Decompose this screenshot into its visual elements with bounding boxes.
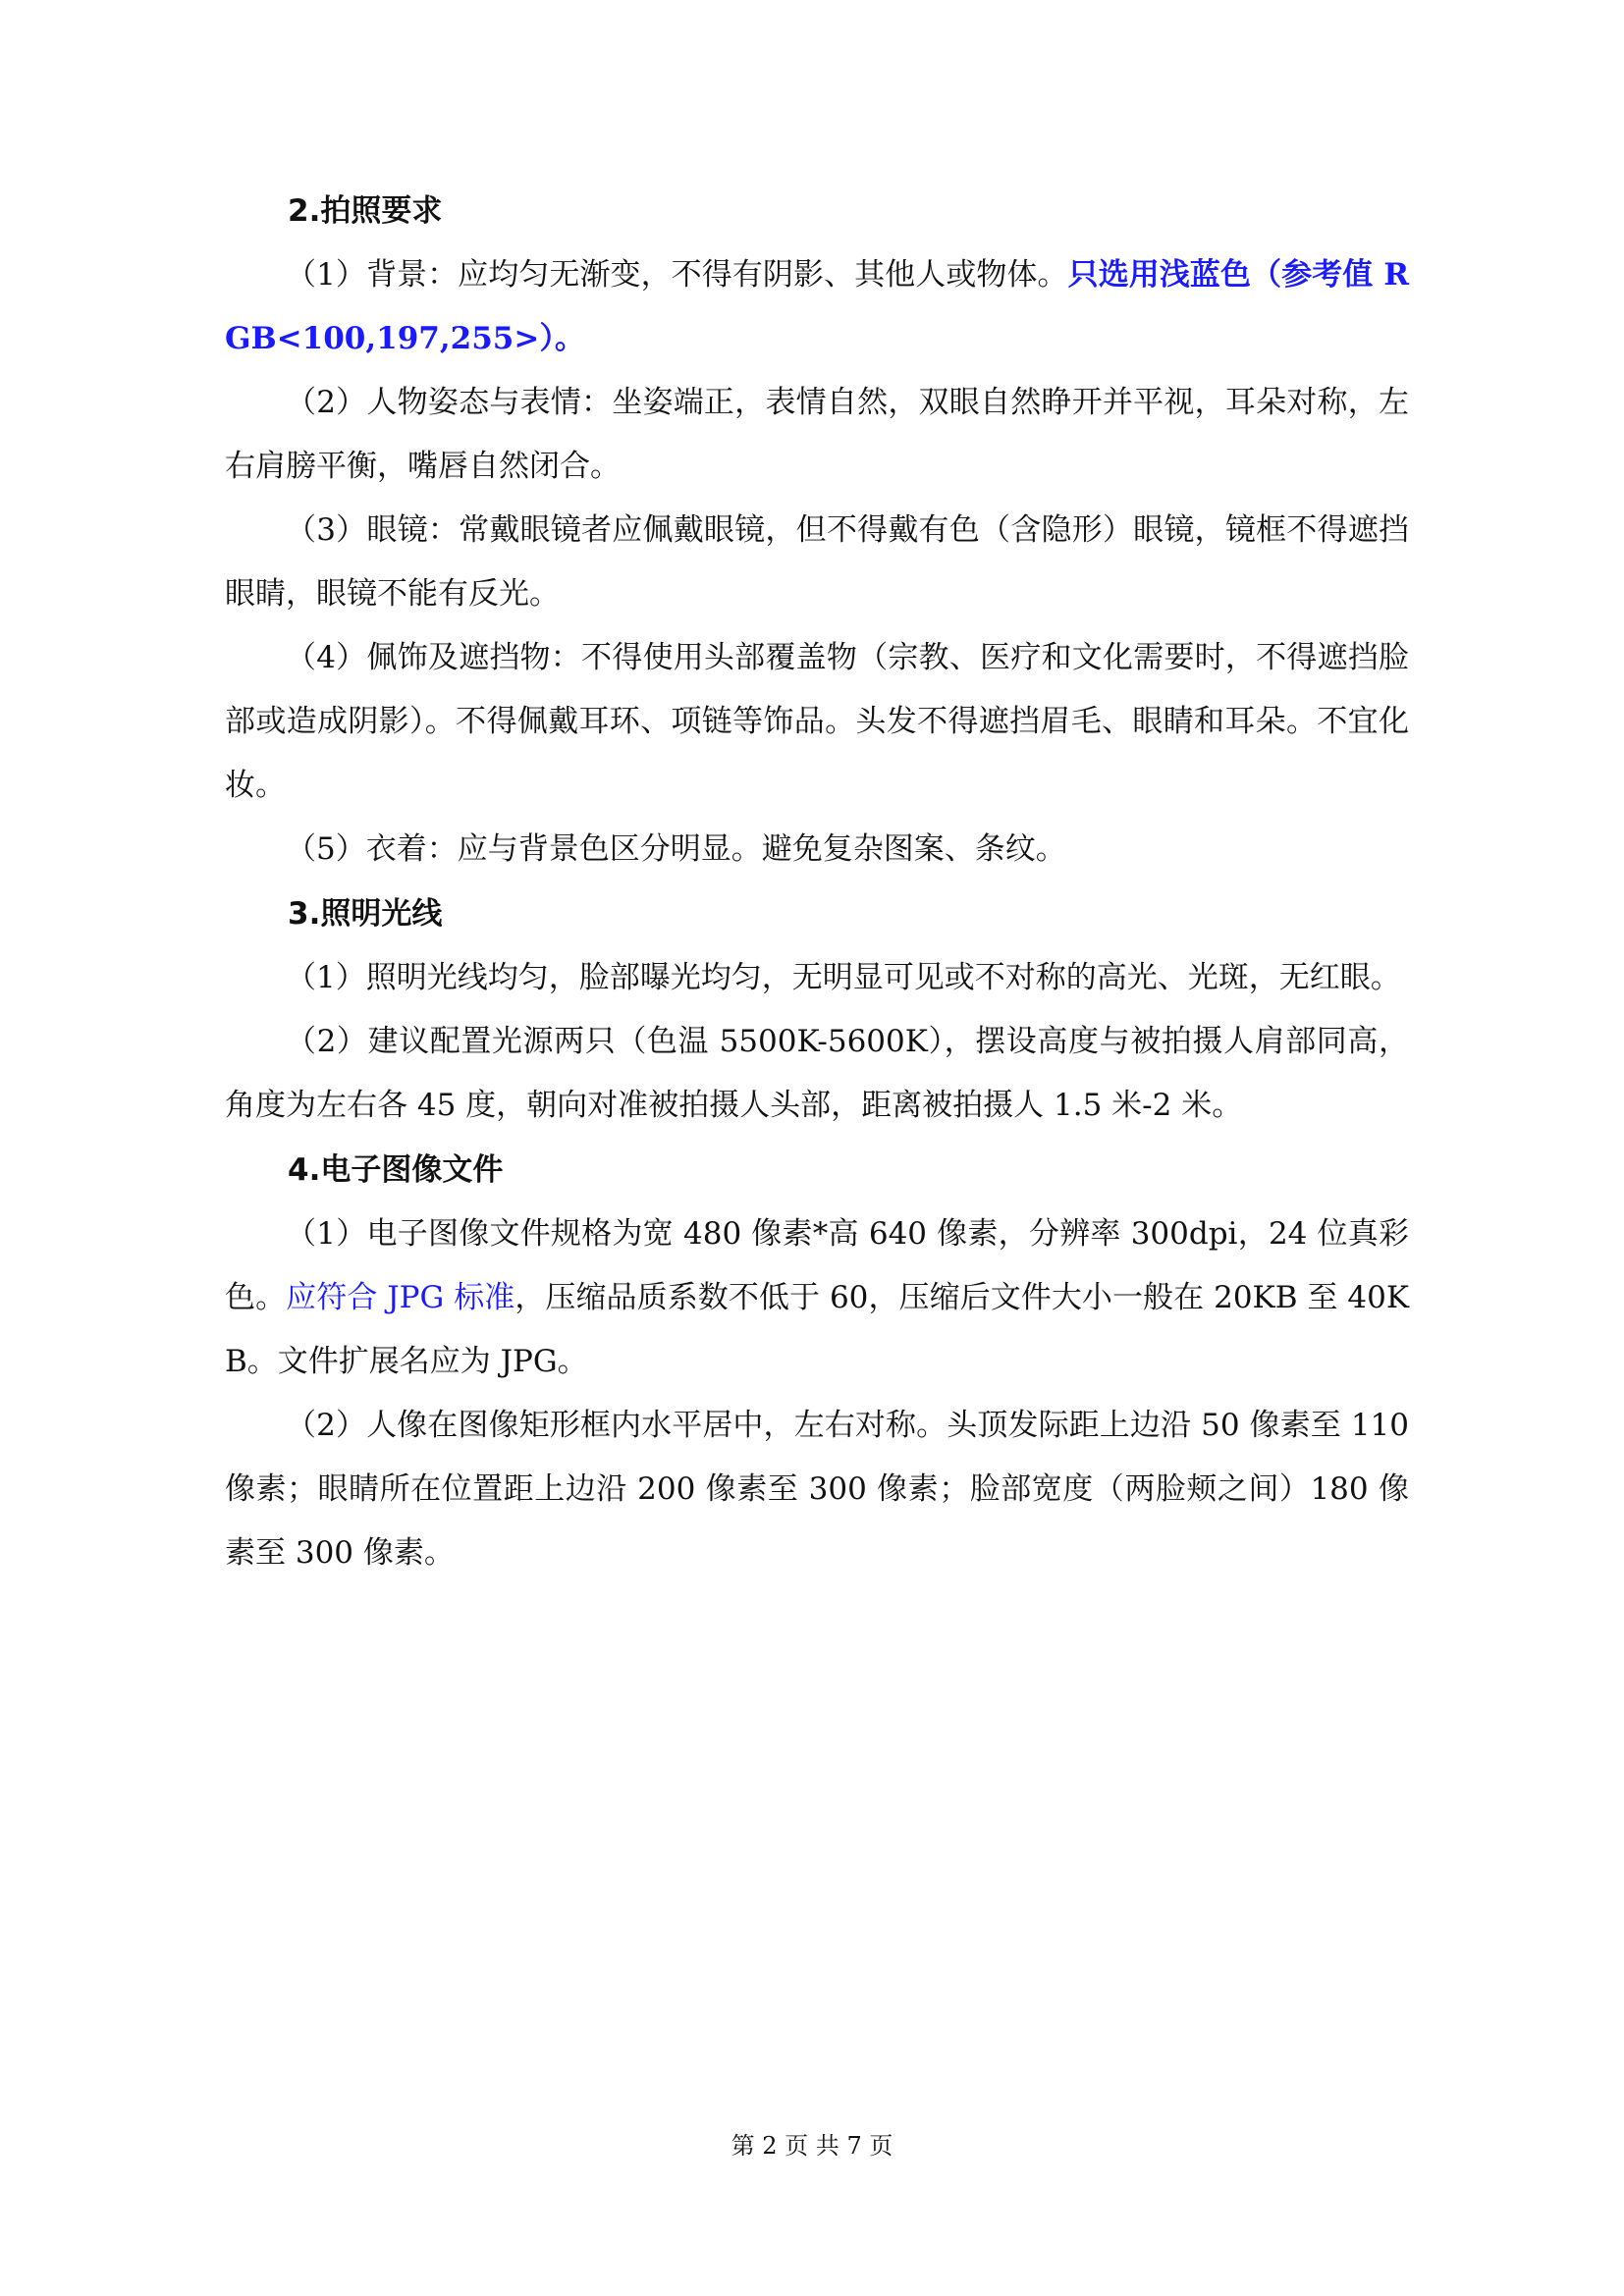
paragraph-file-spec: [225, 1202, 1409, 1394]
paragraph-accessories: （4）佩饰及遮挡物：不得使用头部覆盖物（宗教、医疗和文化需要时，不得遮挡脸部或造成阴影）。不得佩戴耳环、项链等饰品。头发不得遮挡眉毛、眼睛和耳朵。不宜化妆。: [225, 640, 1409, 803]
paragraph-file-spec-suffix: ，压缩品质系数不低于 60，压缩后文件大小一般在 20KB 至 40KB。文件扩展名应为 JPG。: [225, 1280, 1409, 1379]
page-number-footer: 第 2 页 共 7 页: [731, 2132, 893, 2160]
document-body: [225, 179, 1409, 1585]
jpg-standard-highlight: 应符合 JPG 标准: [286, 1280, 515, 1315]
paragraph-lighting-uniform: （1）照明光线均匀，脸部曝光均匀，无明显可见或不对称的高光、光斑，无红眼。: [286, 960, 1401, 995]
paragraph-background: [225, 243, 1409, 371]
paragraph-glasses: （3）眼镜：常戴眼镜者应佩戴眼镜，但不得戴有色（含隐形）眼镜，镜框不得遮挡眼睛，眼镜不能有反光。: [225, 512, 1409, 612]
section-heading-lighting: 3.照明光线: [288, 896, 443, 932]
background-color-highlight: 只选用浅蓝色（参考值 RGB<100,197,255>）。: [225, 257, 1409, 356]
paragraph-posture-expression: （2）人物姿态与表情：坐姿端正，表情自然，双眼自然睁开并平视，耳朵对称，左右肩膀平衡，嘴唇自然闭合。: [225, 385, 1409, 484]
paragraph-clothing: （5）衣着：应与背景色区分明显。避免复杂图案、条纹。: [286, 831, 1066, 867]
section-heading-photo-requirements: 2.拍照要求: [288, 193, 443, 229]
paragraph-background-text: （1）背景：应均匀无渐变，不得有阴影、其他人或物体。: [286, 257, 1068, 293]
paragraph-file-spec-text: （1）电子图像文件规格为宽 480 像素*高 640 像素，分辨率 300dpi，24 位真彩色。: [225, 1216, 1409, 1315]
paragraph-light-source: （2）建议配置光源两只（色温 5500K-5600K），摆设高度与被拍摄人肩部同高，角度为左右各 45 度，朝向对准被拍摄人头部，距离被拍摄人 1.5 米-2 米。: [225, 1024, 1409, 1123]
section-heading-image-file: 4.电子图像文件: [288, 1152, 504, 1188]
paragraph-portrait-position: （2）人像在图像矩形框内水平居中，左右对称。头顶发际距上边沿 50 像素至 110 像素；眼睛所在位置距上边沿 200 像素至 300 像素；脸部宽度（两脸颊之间）180 像素至 300 像素。: [225, 1408, 1409, 1571]
